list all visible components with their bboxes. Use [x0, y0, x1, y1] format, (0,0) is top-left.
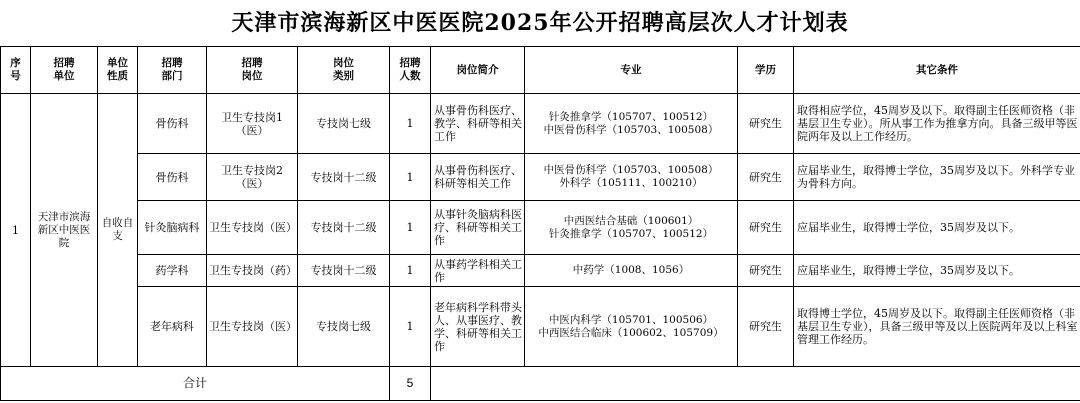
header-nature: 单位 性质: [98, 47, 138, 94]
cell-post: 卫生专技岗（药）: [207, 255, 298, 287]
cell-count: 1: [390, 287, 431, 367]
cell-edu: 研究生: [738, 201, 794, 255]
cell-post: 卫生专技岗（医）: [207, 287, 298, 367]
header-intro: 岗位简介: [431, 47, 525, 94]
cell-post: 卫生专技岗2（医）: [207, 154, 298, 201]
header-dept: 招聘 部门: [138, 47, 207, 94]
cell-intro: 从事骨伤科医疗、教学、科研等相关工作: [431, 94, 525, 154]
cell-major: 中西医结合基础（100601） 针灸推拿学（105707、100512）: [525, 201, 738, 255]
page-title: 天津市滨海新区中医医院2025年公开招聘高层次人才计划表: [231, 10, 849, 36]
cell-edu: 研究生: [738, 287, 794, 367]
table-row: [1, 255, 1080, 287]
cell-count: 1: [390, 154, 431, 201]
cell-category: 专技岗十二级: [298, 201, 390, 255]
cell-other: 取得博士学位，45周岁及以下。取得副主任医师资格（非基层卫生专业），具备三级甲等及以上医院两年及以上科室管理工作经历。: [794, 287, 1080, 367]
total-label: 合计: [1, 367, 390, 401]
cell-category: 专技岗七级: [298, 287, 390, 367]
cell-other: 取得相应学位，45周岁及以下。取得副主任医师资格（非基层卫生专业）。所从事工作为推拿方向。具备三级甲等医院两年及以上工作经历。: [794, 94, 1080, 154]
header-other: 其它条件: [794, 47, 1080, 94]
cell-edu: 研究生: [738, 154, 794, 201]
header-post: 招聘 岗位: [207, 47, 298, 94]
cell-intro: 从事针灸脑病科医疗、科研等相关工作: [431, 201, 525, 255]
cell-dept: 药学科: [138, 255, 207, 287]
cell-unit: 天津市滨海新区中医医院: [31, 94, 98, 367]
cell-major: 中医内科学（105701、100506） 中西医结合临床（100602、105709）: [525, 287, 738, 367]
header-row: [1, 47, 1080, 94]
header-category: 岗位 类别: [298, 47, 390, 94]
cell-edu: 研究生: [738, 94, 794, 154]
header-unit: 招聘 单位: [31, 47, 98, 94]
total-row: [1, 367, 1080, 401]
cell-dept: 骨伤科: [138, 94, 207, 154]
table-row: [1, 201, 1080, 255]
cell-other: 应届毕业生，取得博士学位，35周岁及以下。: [794, 255, 1080, 287]
total-count: 5: [390, 367, 431, 401]
cell-count: 1: [390, 94, 431, 154]
cell-category: 专技岗十二级: [298, 154, 390, 201]
cell-major: 中药学（1008、1056）: [525, 255, 738, 287]
recruitment-table: [0, 46, 1080, 401]
cell-dept: 针灸脑病科: [138, 201, 207, 255]
cell-major: 中医骨伤科学（105703、100508） 外科学（105111、100210）: [525, 154, 738, 201]
cell-intro: 从事骨伤科医疗、科研等相关工作: [431, 154, 525, 201]
cell-intro: 从事药学科相关工作: [431, 255, 525, 287]
cell-post: 卫生专技岗（医）: [207, 201, 298, 255]
cell-category: 专技岗七级: [298, 94, 390, 154]
cell-edu: 研究生: [738, 255, 794, 287]
cell-category: 专技岗十二级: [298, 255, 390, 287]
header-seq: 序 号: [1, 47, 31, 94]
header-count: 招聘 人数: [390, 47, 431, 94]
cell-count: 1: [390, 201, 431, 255]
cell-intro: 老年病科学科带头人、从事医疗、教学、科研等相关工作: [431, 287, 525, 367]
header-edu: 学历: [738, 47, 794, 94]
cell-post: 卫生专技岗1（医）: [207, 94, 298, 154]
cell-count: 1: [390, 255, 431, 287]
table-row: [1, 154, 1080, 201]
table-row: [1, 94, 1080, 154]
table-row: [1, 287, 1080, 367]
total-empty: [431, 367, 1080, 401]
cell-dept: 老年病科: [138, 287, 207, 367]
cell-other: 应届毕业生，取得博士学位，35周岁及以下。外科学专业为骨科方向。: [794, 154, 1080, 201]
cell-dept: 骨伤科: [138, 154, 207, 201]
cell-other: 应届毕业生，取得博士学位，35周岁及以下。: [794, 201, 1080, 255]
header-major: 专业: [525, 47, 738, 94]
cell-nature: 自收自支: [98, 94, 138, 367]
cell-major: 针灸推拿学（105707、100512） 中医骨伤科学（105703、100508）: [525, 94, 738, 154]
cell-seq: 1: [1, 94, 31, 367]
